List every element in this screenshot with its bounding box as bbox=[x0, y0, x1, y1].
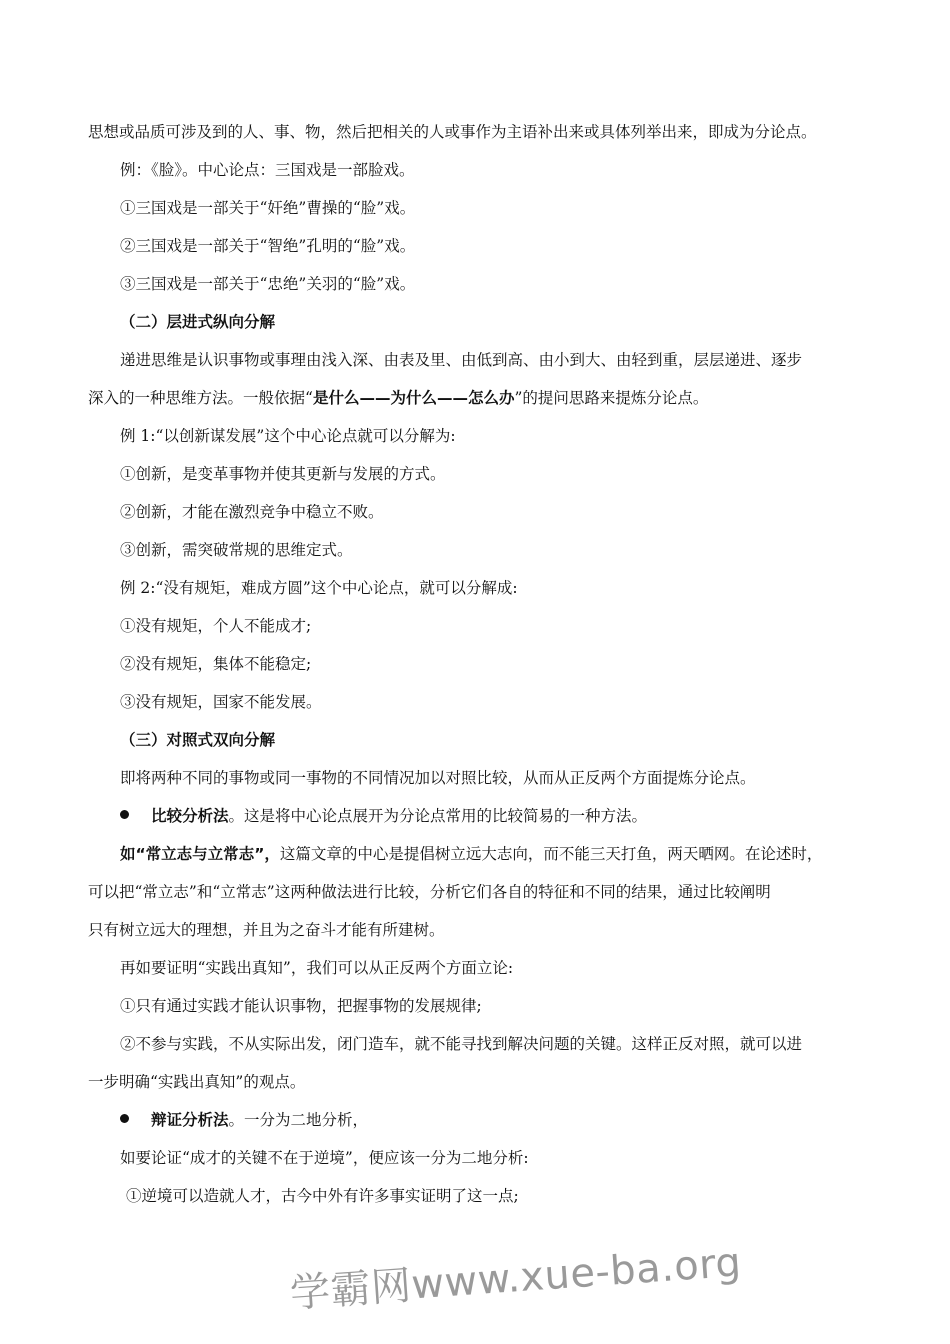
paragraph-line: 只有树立远大的理想，并且为之奋斗才能有所建树。 bbox=[88, 921, 445, 939]
paragraph-line: 可以把“常立志”和“立常志”这两种做法进行比较，分析它们各自的特征和不同的结果，通过比较阐明 bbox=[88, 883, 771, 901]
list-item: ③三国戏是一部关于“忠绝”关羽的“脸”戏。 bbox=[120, 275, 416, 293]
section-heading: （三）对照式双向分解 bbox=[120, 731, 276, 749]
list-item: ②不参与实践，不从实际出发，闭门造车，就不能寻找到解决问题的关键。这样正反对照，就可以进 bbox=[120, 1035, 803, 1053]
text-span: 。一分为二地分析， bbox=[228, 1111, 369, 1129]
paragraph-line: 再如要证明“实践出真知”，我们可以从正反两个方面立论: bbox=[120, 959, 514, 977]
text-span: 深入的一种思维方法。一般依据“ bbox=[88, 389, 313, 407]
emphasis-text: 辩证分析法 bbox=[151, 1111, 229, 1129]
list-item: ③创新，需突破常规的思维定式。 bbox=[120, 541, 353, 559]
list-item: ①没有规矩，个人不能成才; bbox=[120, 617, 312, 635]
bullet-icon bbox=[120, 810, 129, 819]
section-heading: （二）层进式纵向分解 bbox=[120, 313, 276, 331]
list-item: ②没有规矩，集体不能稳定; bbox=[120, 655, 312, 673]
paragraph-line: 如要论证“成才的关键不在于逆境”，便应该一分为二地分析: bbox=[120, 1149, 529, 1167]
watermark: 学霸网www.xue-ba.org bbox=[288, 1239, 743, 1318]
text-span: 。这是将中心论点展开为分论点常用的比较简易的一种方法。 bbox=[228, 807, 648, 825]
list-item: ①只有通过实践才能认识事物，把握事物的发展规律; bbox=[120, 997, 482, 1015]
list-item: ①创新，是变革事物并使其更新与发展的方式。 bbox=[120, 465, 446, 483]
text-span: ”的提问思路来提炼分论点。 bbox=[514, 389, 709, 407]
paragraph-line bbox=[88, 388, 868, 408]
paragraph-line bbox=[120, 844, 900, 864]
list-item: ②创新，才能在激烈竞争中稳立不败。 bbox=[120, 503, 384, 521]
example-line: 例 2:“没有规矩，难成方圆”这个中心论点，就可以分解成: bbox=[120, 579, 518, 597]
text-span: 这篇文章的中心是提倡树立远大志向，而不能三天打鱼，两天晒网。在论述时， bbox=[279, 845, 823, 863]
paragraph-line: 递进思维是认识事物或事理由浅入深、由表及里、由低到高、由小到大、由轻到重，层层递进、逐步 bbox=[120, 351, 803, 369]
paragraph-line: 一步明确“实践出真知”的观点。 bbox=[88, 1073, 306, 1091]
list-item: ①逆境可以造就人才，古今中外有许多事实证明了这一点; bbox=[126, 1187, 519, 1205]
paragraph-line: 思想或品质可涉及到的人、事、物，然后把相关的人或事作为主语补出来或具体列举出来，即成为分论点。 bbox=[88, 123, 817, 141]
list-item: ③没有规矩，国家不能发展。 bbox=[120, 693, 322, 711]
example-line: 例：《脸》。中心论点：三国戏是一部脸戏。 bbox=[120, 161, 415, 179]
bullet-item bbox=[120, 806, 900, 826]
emphasis-text: 比较分析法 bbox=[151, 807, 229, 825]
paragraph-line: 即将两种不同的事物或同一事物的不同情况加以对照比较，从而从正反两个方面提炼分论点。 bbox=[120, 769, 756, 787]
list-item: ①三国戏是一部关于“奸绝”曹操的“脸”戏。 bbox=[120, 199, 416, 217]
bullet-item bbox=[120, 1110, 900, 1130]
emphasis-text: 如“常立志与立常志”， bbox=[120, 845, 280, 863]
bullet-icon bbox=[120, 1114, 129, 1123]
example-line: 例 1:“以创新谋发展”这个中心论点就可以分解为: bbox=[120, 427, 456, 445]
emphasis-text: 是什么——为什么——怎么办 bbox=[312, 389, 515, 407]
list-item: ②三国戏是一部关于“智绝”孔明的“脸”戏。 bbox=[120, 237, 416, 255]
